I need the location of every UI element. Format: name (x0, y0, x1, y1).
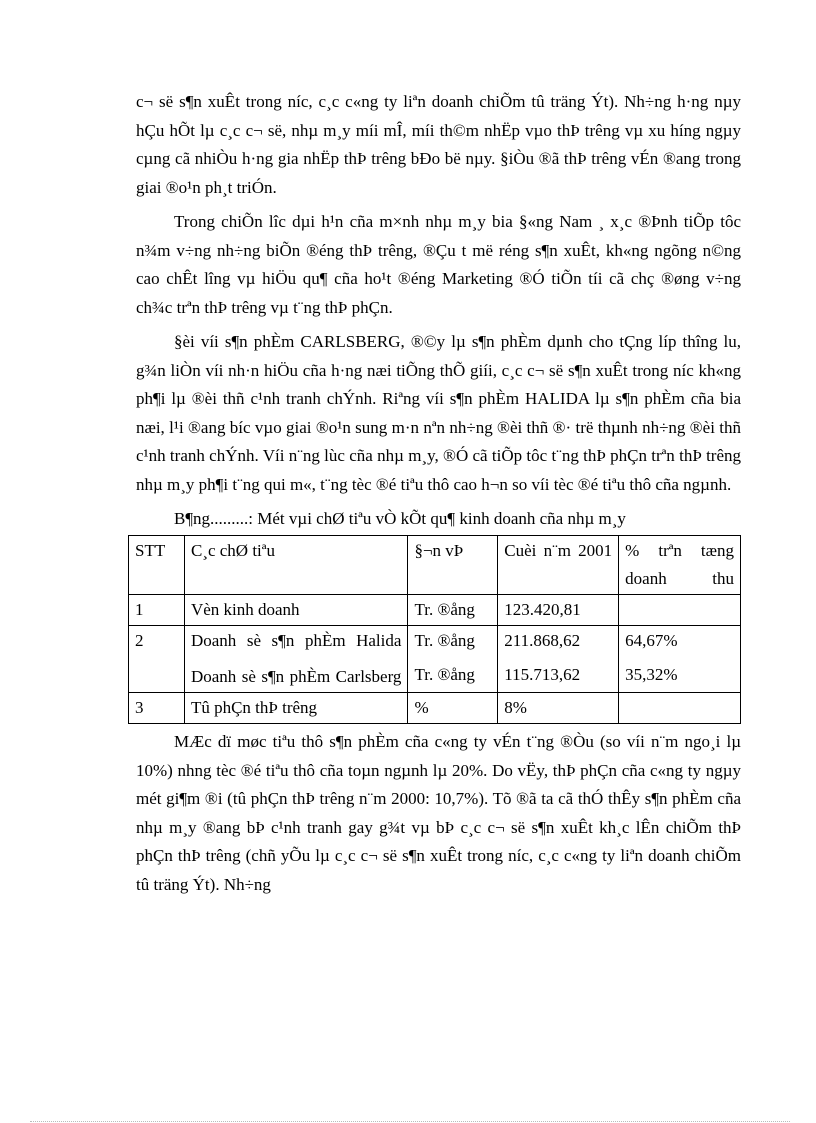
cell-unit: Tr. ®ång (408, 595, 498, 626)
header-stt: STT (129, 536, 185, 595)
paragraph-2: Trong chiÕn lîc dµi h¹n cña m×nh nhµ m¸y bia §«ng Nam ¸ x¸c ®Þnh tiÕp tôc n¾m v÷ng nh÷ng biÕn ®éng thÞ trêng, ®Çu t më réng s¶n xuÊt, kh«ng ngõng n©ng cao chÊt lîng vµ hiÖu qu¶ cña ho¹t ®éng Marketing ®Ó tiÕn tíi cã chç ®øng v÷ng ch¾c trªn thÞ trêng vµ t¨ng thÞ phÇn. (136, 212, 741, 317)
cell-item: Tû phÇn thÞ trêng (184, 693, 407, 724)
header-item: C¸c chØ tiªu (184, 536, 407, 595)
cell-pct (619, 595, 741, 626)
cell-value: 8% (498, 693, 619, 724)
cell-pct (619, 693, 741, 724)
header-pct-text: % trªn tæng doanh thu (625, 541, 734, 588)
paragraph-1: c¬ së s¶n xuÊt trong níc, c¸c c«ng ty liªn doanh chiÕm tû träng Ýt). Nh÷ng h·ng nµy hÇu hÕt lµ c¸c c¬ së, nhµ m¸y míi mÎ, míi th©m nhËp vµo thÞ trêng vµ xu híng ngµy cµng cã nhiÒu h·ng gia nhËp thÞ trêng bÐo bë nµy. §iÒu ®ã thÞ trêng vÉn ®ang trong giai ®o¹n ph¸t triÓn. (136, 92, 741, 197)
table-header-row (129, 536, 741, 595)
cell-value-carlsberg: 115.713,62 (504, 665, 581, 684)
results-table (128, 535, 741, 724)
table-caption: B¶ng.........: Mét vµi chØ tiªu vÒ kÕt qu¶ kinh doanh cña nhµ m¸y (174, 509, 626, 528)
table-row (129, 595, 741, 626)
paragraph-4: MÆc dï møc tiªu thô s¶n phÈm cña c«ng ty vÉn t¨ng ®Òu (so víi n¨m ngo¸i lµ 10%) nhng tèc ®é tiªu thô cña toµn ngµnh lµ 20%. Do vËy, thÞ phÇn cña c«ng ty ngµy mét gi¶m ®i (tû phÇn thÞ trêng n¨m 2000: 10,7%). Tõ ®ã ta cã thÓ thÊy s¶n phÈm cña nhµ m¸y ®ang bÞ c¹nh tranh gay g¾t vµ bÞ c¸c c¬ së s¶n xuÊt kh¸c lÊn chiÕm thÞ phÇn thÞ trêng (chñ yÕu lµ c¸c c¬ së s¶n xuÊt trong níc, c¸c c«ng ty liªn doanh chiÕm tû träng Ýt). Nh÷ng (136, 732, 741, 894)
cell-stt: 2 (129, 626, 185, 693)
cell-pct (619, 626, 741, 693)
paragraph-3: §èi víi s¶n phÈm CARLSBERG, ®©y lµ s¶n phÈm dµnh cho tÇng líp thîng lu, g¾n liÒn víi nh·n hiÖu cña h·ng næi tiÕng thÕ giíi, c¸c c¬ së s¶n xuÊt trong níc kh«ng ph¶i lµ ®èi thñ c¹nh tranh chÝnh. Riªng víi s¶n phÈm HALIDA lµ s¶n phÈm cña bia næi, l¹i ®ang bíc vµo giai ®o¹n sung m·n nªn nh÷ng ®èi thñ ®· trë thµnh nh÷ng ®èi thñ c¹nh tranh chÝnh. Víi n¨ng lùc cña nhµ m¸y, ®Ó cã tiÕp tôc t¨ng thÞ phÇn trªn thÞ trêng nhµ m¸y ph¶i t¨ng qui m«, t¨ng tèc ®é tiªu thô cao h¬n so víi tèc ®é tiªu thô cña ngµnh. (136, 332, 741, 494)
cell-stt: 1 (129, 595, 185, 626)
cell-unit: % (408, 693, 498, 724)
header-value-text: Cuèi n¨m 2001 (504, 541, 613, 560)
cell-unit-carlsberg: Tr. ®ång (414, 665, 475, 684)
cell-pct-halida: 64,67% (625, 631, 678, 650)
cell-item: Vèn kinh doanh (184, 595, 407, 626)
table-row (129, 693, 741, 724)
cell-item-carlsberg: Doanh sè s¶n phÈm Carlsberg (190, 667, 402, 686)
cell-unit-halida: Tr. ®ång (414, 631, 475, 650)
cell-stt: 3 (129, 693, 185, 724)
document-page (136, 88, 741, 899)
header-unit: §¬n vÞ (408, 536, 498, 595)
cell-item (184, 626, 407, 693)
cell-item-halida: Doanh sè s¶n phÈm Halida (190, 631, 402, 650)
cell-unit (408, 626, 498, 693)
cell-pct-carlsberg: 35,32% (625, 665, 678, 684)
cell-value (498, 626, 619, 693)
cell-value-halida: 211.868,62 (504, 631, 581, 650)
table-row (129, 626, 741, 693)
header-value (498, 536, 619, 595)
cell-value: 123.420,81 (498, 595, 619, 626)
page-bottom-divider (30, 1121, 790, 1122)
header-pct (619, 536, 741, 595)
